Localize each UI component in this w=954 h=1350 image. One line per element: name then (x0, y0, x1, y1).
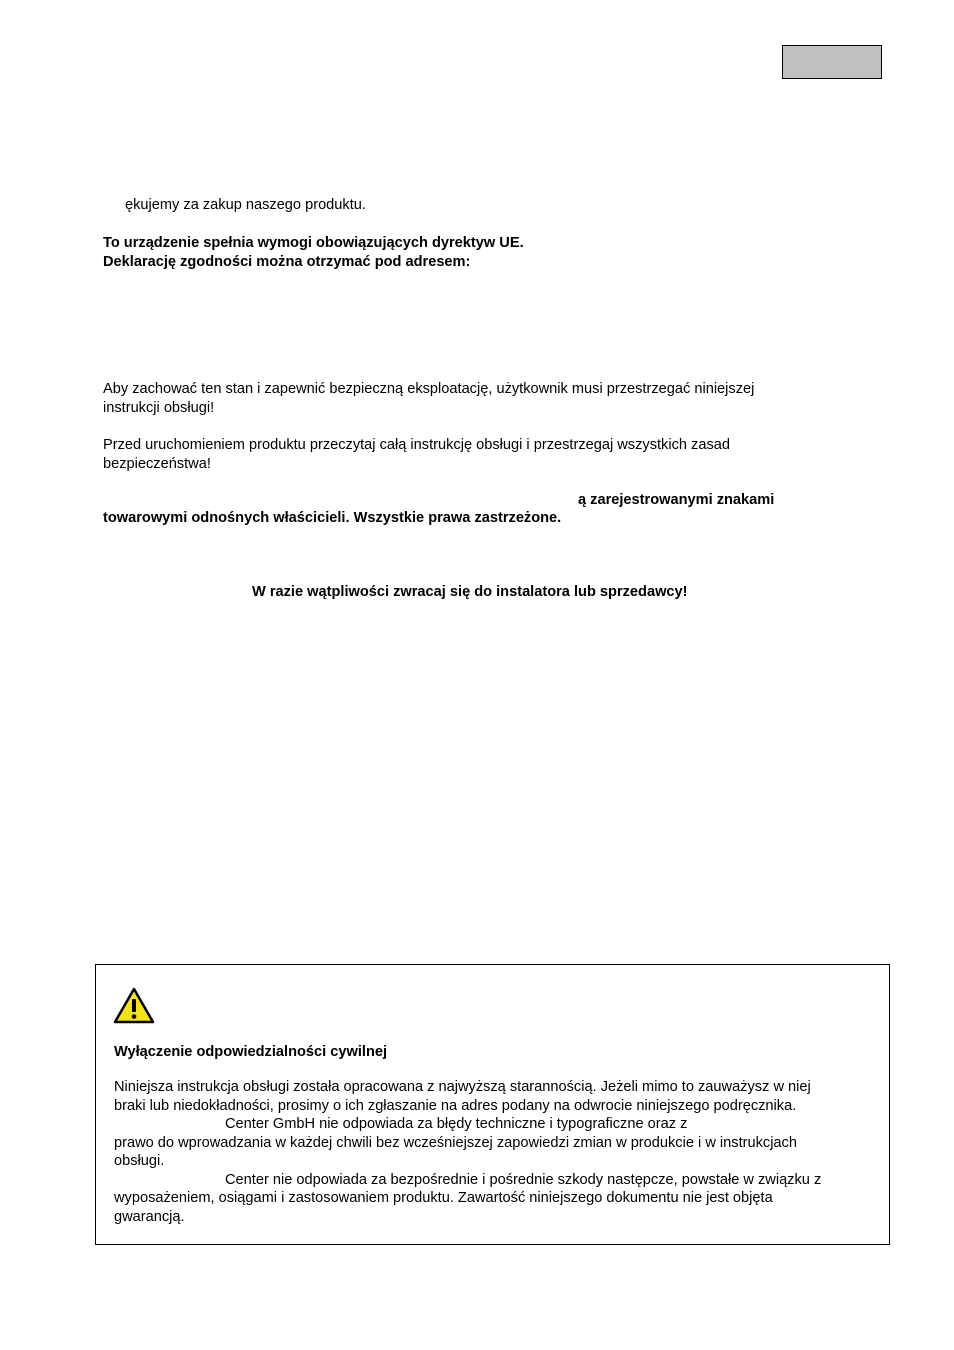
disclaimer-title: Wyłączenie odpowiedzialności cywilnej (114, 1044, 388, 1060)
maintain-paragraph (103, 380, 843, 417)
trademark-line2: towarowymi odnośnych właścicieli. Wszystkie prawa zastrzeżone. (103, 510, 562, 526)
eu-compliance (103, 234, 843, 271)
disclaimer-line: gwarancją. (114, 1208, 185, 1225)
thanks-line: ękujemy za zakup naszego produktu. (125, 197, 366, 213)
disclaimer-line: braki lub niedokładności, prosimy o ich zgłaszanie na adres podany na odwrocie niniejszego podręcznika. (114, 1097, 797, 1114)
disclaimer-line: wyposażeniem, osiągami i zastosowaniem produktu. Zawartość niniejszego dokumentu nie jest objęta (114, 1190, 773, 1206)
eu-compliance-line1: To urządzenie spełnia wymogi obowiązujących dyrektyw UE. (103, 235, 524, 251)
language-tab (782, 45, 882, 79)
disclaimer-line: prawo do wprowadzania w każdej chwili bez wcześniejszej zapowiedzi zmian w produkcie i w instrukcjach (114, 1134, 797, 1151)
disclaimer-line: Niniejsza instrukcja obsługi została opracowana z najwyższą starannością. Jeżeli mimo to zauważysz w niej (114, 1079, 811, 1095)
warning-triangle-icon (113, 987, 155, 1025)
disclaimer-line: Center nie odpowiada za bezpośrednie i pośrednie szkody następcze, powstałe w związku z (225, 1171, 822, 1188)
disclaimer-line: obsługi. (114, 1153, 165, 1169)
maintain-line2: instrukcji obsługi! (103, 399, 215, 416)
read-line2: bezpieczeństwa! (103, 455, 211, 472)
maintain-line1: Aby zachować ten stan i zapewnić bezpieczną eksploatację, użytkownik musi przestrzegać niniejszej (103, 381, 755, 397)
read-line1: Przed uruchomieniem produktu przeczytaj całą instrukcję obsługi i przestrzegaj wszystkich zasad (103, 437, 730, 453)
read-paragraph (103, 436, 843, 473)
trademark-line1: ą zarejestrowanymi znakami (578, 492, 775, 508)
installer-notice: W razie wątpliwości zwracaj się do instalatora lub sprzedawcy! (252, 584, 688, 600)
disclaimer-box (95, 964, 890, 1245)
eu-compliance-line2: Deklarację zgodności można otrzymać pod adresem: (103, 253, 471, 270)
disclaimer-body (114, 1078, 884, 1226)
disclaimer-line: Center GmbH nie odpowiada za błędy techniczne i typograficzne oraz z (225, 1116, 688, 1132)
